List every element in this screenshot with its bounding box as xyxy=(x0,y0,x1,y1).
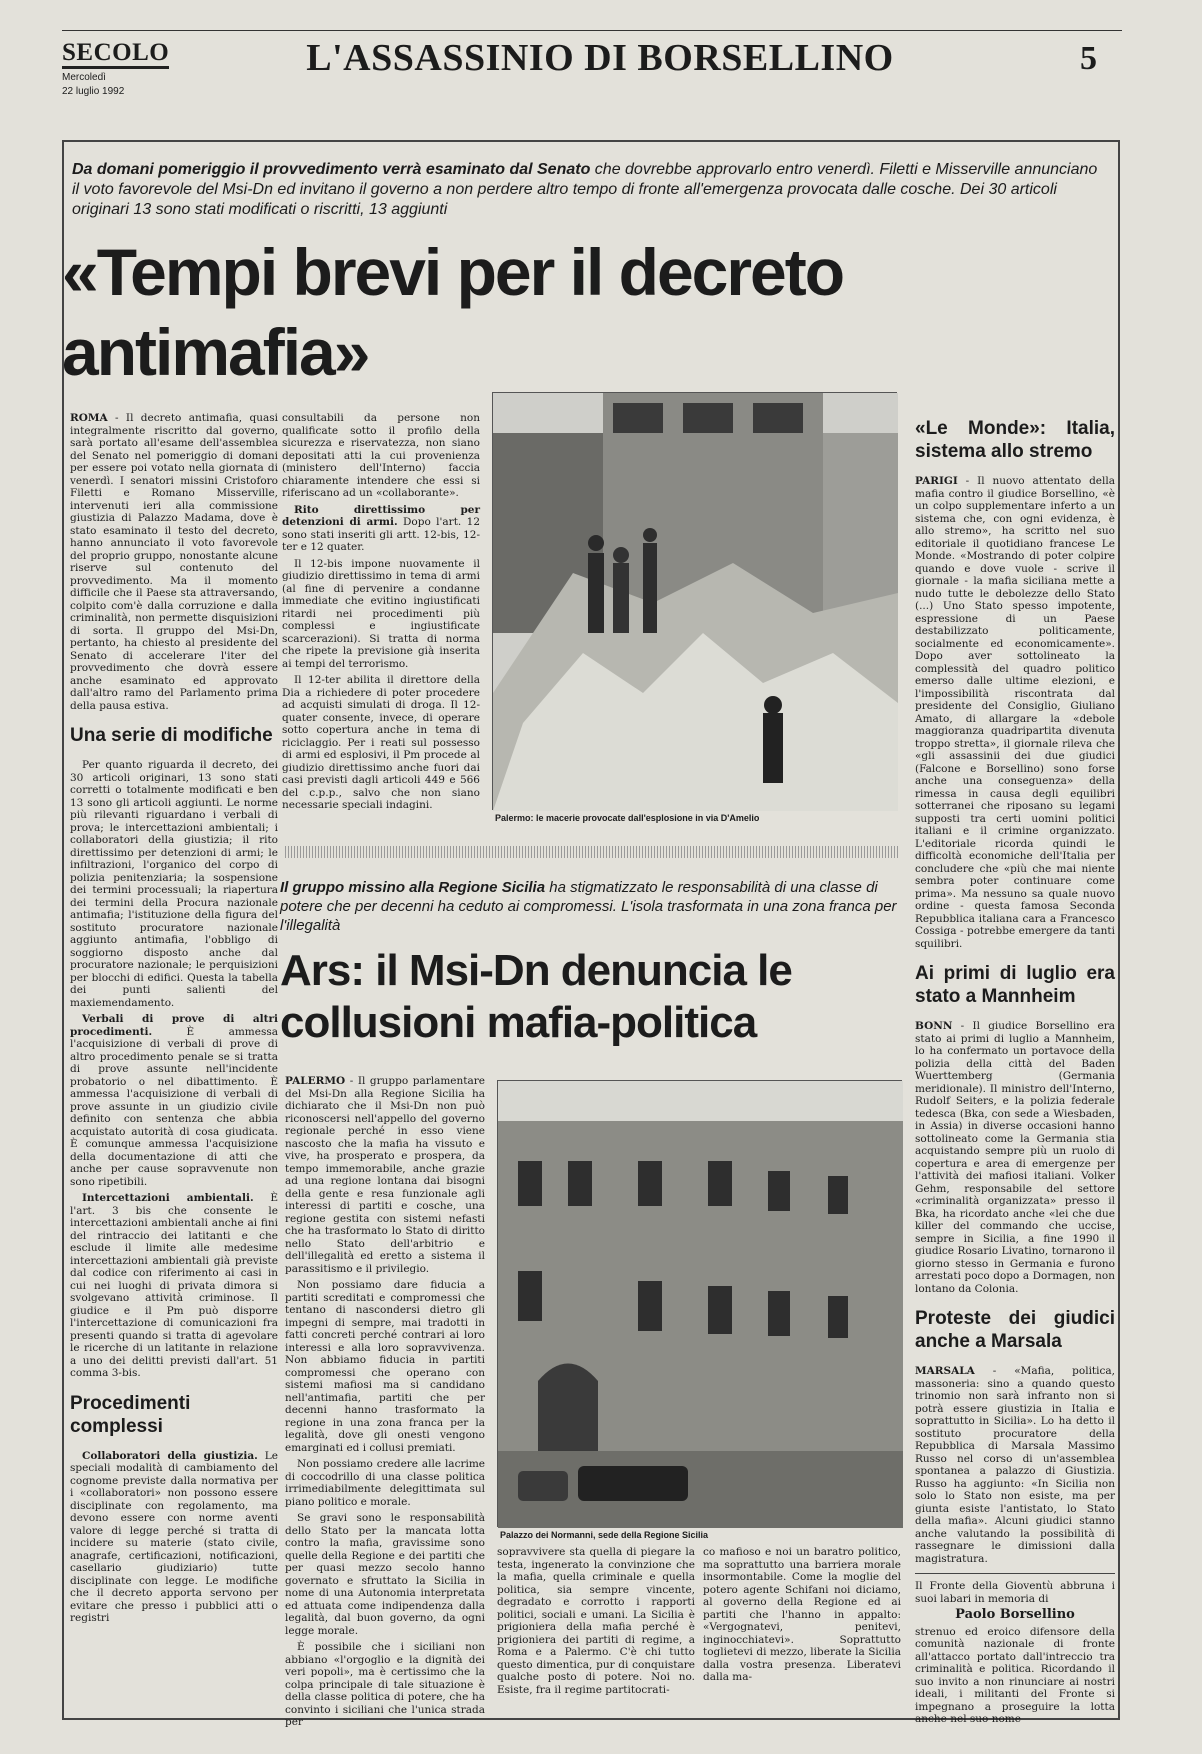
story2-kicker-bold: Il gruppo missino alla Regione Sicilia xyxy=(280,879,546,896)
marsala-title: Proteste dei giudici anche a Marsala xyxy=(915,1308,1115,1352)
story2-column xyxy=(285,1075,485,1728)
top-rule xyxy=(62,30,1122,31)
story2-p2: Non possiamo dare fiducia a partiti screditati e compromessi che tentano di nascondersi dietro gli impegni di sempre, mai tradotti in fatti concreti perché contrari ai loro interessi e alla loro sopravvivenza. Non abbiamo fiducia in partiti compromessi che operano con sistemi mafiosi ma si candidano nell'antimafia, partiti che per decenni hanno trasformato la regione in una zona franca per la legalità, dove gli onesti vengono emarginati ed i collusi premiati. xyxy=(285,1279,485,1454)
marsala-text: - «Mafia, politica, massoneria: sino a quando questo trinomio non sarà infranto non si potrà essere giustizia in Italia e soprattutto in Sicilia». Lo ha detto il sostituto procuratore della Repubblica di Marsala Massimo Russo nel corso di un'assemblea spontanea a palazzo di Giustizia. Russo ha aggiunto: «In Sicilia non solo lo Stato non esiste, ma per giunta esiste l'antistato, lo Stato della mafia». Alcuni giudici stanno anche valutando la possibilità di rassegnare le dimissioni dalla magistratura. xyxy=(915,1365,1115,1565)
column-2 xyxy=(282,412,480,827)
photo-palazzo-caption: Palazzo dei Normanni, sede della Regione Sicilia xyxy=(500,1530,709,1540)
col2-p2 xyxy=(282,504,480,554)
story2-bottom-text1: sopravvivere sta quella di piegare la testa, ingenerato la convinzione che la mafia, quella criminale e quella politica, sia sempre vincente, degradato e corrotto i rapporti politici, sociali e umani. La Sicilia è prigioniera della mafia perché è prigioniera dei partiti di regime, a Roma e a Palermo. C'è chi tutto questo dimentica, pur di conquistare qualche posto di potere. Noi no. Esiste, fra il regime partitocrati- xyxy=(497,1546,695,1696)
marsala-dateline: MARSALA xyxy=(915,1365,975,1377)
marsala-body xyxy=(915,1365,1115,1565)
story2-p4: Se gravi sono le responsabilità dello Stato per la mancata lotta contro la mafia, gravissime sono quelle della Regione e dei partiti che per quasi mezzo secolo hanno governato e sfruttato la Sicilia in nome di una Autonomia interpretata ed attuata come indipendenza dalla legalità, dal buon governo, da ogni legge morale. xyxy=(285,1512,485,1637)
photo-rubble-caption: Palermo: le macerie provocate dall'esplosione in via D'Amelio xyxy=(495,813,760,823)
story2-p5: È possibile che i siciliani non abbiano «l'orgoglio e la dignità dei veri popoli», ma è certissimo che la colpa principale di tale situazione è della classe politica di potere, che ha convinto i siciliani che l'unica strada per xyxy=(285,1641,485,1728)
page-number: 5 xyxy=(1080,40,1097,77)
lemonde-dateline: PARIGI xyxy=(915,475,958,487)
col1-lead xyxy=(70,412,278,712)
p3-text: È ammessa l'acquisizione di verbali di prove di altro procedimento penale se si tratta di prove assunte nell'incidente probatorio o nel dibattimento. È ammessa l'acquisizione di verbali di prove assunte in un giudizio civile definito con sentenza che abbia acquistato autorità di cosa giudicata. È comunque ammessa l'acquisizione della documentazione di atti che anche per cause sopravvenute non sono ripetibili. xyxy=(70,1025,278,1188)
lemonde-body xyxy=(915,475,1115,950)
issue-date: 22 luglio 1992 xyxy=(62,86,125,97)
section-title: L'ASSASSINIO DI BORSELLINO xyxy=(306,37,894,79)
hatched-divider xyxy=(285,846,900,858)
story2-kicker xyxy=(280,878,900,935)
col1-p2: Per quanto riguarda il decreto, dei 30 articoli originari, 13 sono stati corretti o totalmente modificati e ben 13 sono gli articoli aggiunti. Le norme più rilevanti riguardano i verbali di prova; le intercettazioni ambientali; i collaboratori della giustizia; il rito direttissimo per detenzioni di armi; le infiltrazioni, l'organico del corpo di polizia penitenziaria; la sospensione dei termini processuali; la riapertura dei termini della Procura nazionale antimafia; l'istituzione della figura del sostituto procuratore nazionale aggiunto antimafia, l'obbligo di soggiorno disposto anche dal procuratore nazionale; le perquisizioni per blocchi di edifici. Questa la tabella dei punti salienti del maxiemendamento. xyxy=(70,759,278,1009)
fronte-box xyxy=(915,1573,1115,1726)
mannheim-dateline: BONN xyxy=(915,1020,953,1032)
col2-text: Dopo l'art. 12 sono stati inseriti gli artt. 12-bis, 12-ter e 12 quater. xyxy=(282,516,480,553)
issue-weekday: Mercoledì xyxy=(62,72,106,83)
kicker-text: che dovrebbe approvarlo entro venerdì. Filetti e Misserville annunciano il voto favorevole del Msi-Dn ed invitano il governo a non perdere altro tempo di fronte all'emergenza provocata dalle cosche. Dei 30 articoli originari 13 sono stati modificati o riscritti, 13 aggiunti xyxy=(72,161,1098,218)
photo-rubble xyxy=(492,392,897,810)
col1-p3 xyxy=(70,1013,278,1188)
col2-p3: Il 12-bis impone nuovamente il giudizio direttissimo in tema di armi (al fine di pervenire a condanne immediate che evitino ingiustificati ritardi nei procedimenti più complessi e ingiustificate scarcerazioni). Si tratta di norma che ripete la previsione già inserita ai tempi del terrorismo. xyxy=(282,557,480,670)
photo-palazzo-image xyxy=(498,1081,903,1528)
story2-p3: Non possiamo credere alle lacrime di coccodrillo di una classe politica irrimediabilmente delegittimata sul piano politico e morale. xyxy=(285,1458,485,1508)
col2-p4: Il 12-ter abilita il direttore della Dia a richiedere di poter procedere ad acquisti simulati di droga. Il 12-quater consente, invece, di operare sotto copertura anche in tema di riciclaggio. Per i reati sul possesso di armi ed esplosivi, il Pm procede al giudizio direttissimo anche fuori dai casi previsti dagli articoli 449 e 566 del c.p.p., salvo che non siano necessarie speciali indagini. xyxy=(282,674,480,811)
story2-bottom-col1 xyxy=(497,1546,695,1714)
p5-bold: Collaboratori della giustizia. xyxy=(82,1449,258,1462)
fronte-body: strenuo ed eroico difensore della comunità nazionale di fronte all'attacco portato dall'intreccio tra criminalità e politica. Ricordando il suo invito a non rinunciare ai nostri ideali, i militanti del Fronte si impegnano a proseguire la lotta anche nel suo nome xyxy=(915,1625,1115,1725)
mannheim-title: Ai primi di luglio era stato a Mannheim xyxy=(915,963,1115,1007)
column-1 xyxy=(70,412,278,1712)
p4-bold: Intercettazioni ambientali. xyxy=(82,1192,254,1204)
col1-p5 xyxy=(70,1450,278,1625)
p3-bold: Verbali di prove di altri procedimenti. xyxy=(70,1013,278,1038)
story2-p1-text: - Il gruppo parlamentare del Msi-Dn alla Regione Sicilia ha dichiarato che il Msi-Dn non può riconoscersi nell'appello del governo regionale perché in esso viene nascosto che la mafia ha vissuto e vive, ha prosperato e prospera, da tempo immemorabile, anche grazie ad una regione lontana dai bisogni della gente e resa funzionale agli interessi di partiti e cosche, una regione gestita con sistemi nefasti che ha trasformato lo Stato di diritto nello Stato dell'arbitrio e dell'illegalità ed eretto a sistema il parassitismo e il privilegio. xyxy=(285,1075,485,1275)
main-headline: «Tempi brevi per il decreto antimafia» xyxy=(62,235,844,389)
story2-kicker-rest: ha stigmatizzato le responsabilità di una classe di potere che per decenni ha ceduto ai compromessi. L'isola trasformata in una zona franca per l'illegalità xyxy=(280,879,897,934)
photo-palazzo xyxy=(497,1080,902,1527)
kicker-bold: Da domani pomeriggio il provvedimento verrà esaminato dal Senato xyxy=(72,161,591,178)
story2-bottom-col2 xyxy=(703,1546,901,1714)
lemonde-title: «Le Monde»: Italia, sistema allo stremo xyxy=(915,418,1115,462)
fronte-name: Paolo Borsellino xyxy=(955,1607,1075,1622)
mannheim-body xyxy=(915,1020,1115,1295)
fronte-intro: Il Fronte della Gioventù abbruna i suoi labari in memoria di xyxy=(915,1580,1115,1605)
story2-p1 xyxy=(285,1075,485,1275)
main-kicker xyxy=(72,160,1102,220)
column-right xyxy=(915,412,1115,1725)
mannheim-text: - Il giudice Borsellino era stato ai primi di luglio a Mannheim, lo ha confermato un portavoce della polizia della città del Baden Wuerttemberg (Germania meridionale). Il ministro dell'Interno, Rudolf Seiters, e la polizia federale tedesca (Bka, con sede a Wiesbaden, in Assia) in diverse occasioni hanno sottolineato come la Germania stia acquistando sempre più un ruolo di copertura e area di emergenze per l'attività dei mafiosi italiani. Volker Gehm, responsabile del settore «criminalità organizzata» presso il Bka, ha ricordato anche «lei che due killer del commando che uccise, sempre in Sicilia, a fine 1990 il giudice Rosario Livatino, tornarono il giorno stesso in Germania e furono arrestati poco dopo a Dormagen, non lontano da Colonia. xyxy=(915,1020,1115,1295)
story2-dateline: PALERMO xyxy=(285,1075,346,1087)
story2-headline: Ars: il Msi-Dn denuncia le collusioni mafia-politica xyxy=(280,946,792,1047)
subhead-procedimenti: Procedimenti complessi xyxy=(70,1392,191,1437)
newspaper-logo: SECOLO xyxy=(62,40,169,69)
p5-text: Le speciali modalità di cambiamento del cognome previste dalla normativa per i «collaboratori» non possono essere disciplinate con regolamento, ma devono essere con norme aventi valore di legge perché si tratta di incidere su materie (stato civile, anagrafe, certificazioni, notificazioni, casellario giudiziario) tutte disciplinate con legge. Le modifiche che il decreto apporta servono per evitare che presso i pubblici atti o registri xyxy=(70,1449,278,1624)
col1-p4 xyxy=(70,1192,278,1380)
col2-bold: Rito direttissimo per detenzioni di armi. xyxy=(282,503,480,528)
p4-text: È l'art. 3 bis che consente le intercettazioni ambientali anche ai fini del rintraccio dei latitanti e che esclude il limite alle medesime intercettazioni ambientali già previste dal codice con riferimento ai casi in cui nei luoghi di privata dimora si svolgevano attività criminose. Il giudice e il Pm può disporre l'intercettazione di comunicazioni fra presenti quando si tratta di agevolare le ricerche di un latitante in relazione a uno dei delitti previsti dall'art. 51 comma 3-bis. xyxy=(70,1192,278,1379)
lemonde-text: - Il nuovo attentato della mafia contro il giudice Borsellino, «è un colpo supplementare inferto a un sistema che, con ogni evidenza, è allo stremo», ha scritto nel suo editoriale il quotidiano francese Le Monde. «Mostrando di poter colpire quando e dove vuole - scrive il giornale - la mafia siciliana mette a nudo tutte le debolezze dello Stato (...) Uno Stato spesso impotente, espressione di un Paese destabilizzato politicamente, socialmente ed economicamente». Dopo aver sottolineato la complessità del quadro politico emerso dalle ultime elezioni, e l'impossibilità riscontrata dal presidente del Consiglio, Giuliano Amato, di allargare la «debole maggioranza quadripartita divenuta troppo stretta», il giornale rileva che «gli assassinii dei due giudici (Falcone e Borsellino) sono forse anche una conseguenza» della rimessa in causa degli equilibri sotterranei che riposano su legami supposti tra certi uomini politici italiani e il crimine organizzato. L'editoriale ricorda quindi le difficoltà economiche dell'Italia per concludere che «più che mai niente sembra poter continuare come prima». Ma nessuno sa quale nuovo ordine - questa famosa Seconda Repubblica italiana cara a Francesco Cossiga - potrebbe emergere da tanti squilibri. xyxy=(915,475,1115,950)
dateline: ROMA xyxy=(70,412,108,424)
col1-body: - Il decreto antimafia, quasi integralmente riscritto dal governo, sarà portato all'esame dell'assemblea del Senato nel pomeriggio di domani per essere poi votato nella giornata di venerdì. I senatori missini Cristoforo Filetti e Romano Misserville, intervenuti ieri alla commissione giustizia di Palazzo Madama, dove è stato esaminato il testo del decreto, hanno annunciato il voto favorevole del proprio gruppo, nonostante alcune riserve sul contenuto del provvedimento. Ma il momento difficile che il Paese sta attraversando, colpito com'è dalla corruzione e dalla criminalità, non permette disquisizioni di sorta. Il gruppo del Msi-Dn, pertanto, ha chiesto al presidente del Senato di accelerare l'iter del provvedimento che dovrà essere anche esaminato ed approvato dall'altro ramo del Parlamento prima della pausa estiva. xyxy=(70,412,278,712)
masthead xyxy=(62,40,169,97)
col2-p1: consultabili da persone non qualificate sotto il profilo della sicurezza e riservatezza, non siano depositati atti la cui provenienza (ministero dell'Interno) faccia chiaramente intendere che essi si riferiscano ad un «collaborante». xyxy=(282,412,480,499)
photo-rubble-image xyxy=(493,393,898,811)
subhead-modifiche: Una serie di modifiche xyxy=(70,725,273,746)
story2-bottom-text2: co mafioso e noi un baratro politico, ma soprattutto una barriera morale insormontabile. Come la moglie del potero agente Schifani noi diciamo, al governo della Regione ed ai partiti che l'hanno in appalto: «Vergognatevi, penitevi, inginocchiatevi». Soprattutto toglietevi di mezzo, liberate la Sicilia dalla vostra presenza. Liberatevi dalla ma- xyxy=(703,1546,901,1683)
